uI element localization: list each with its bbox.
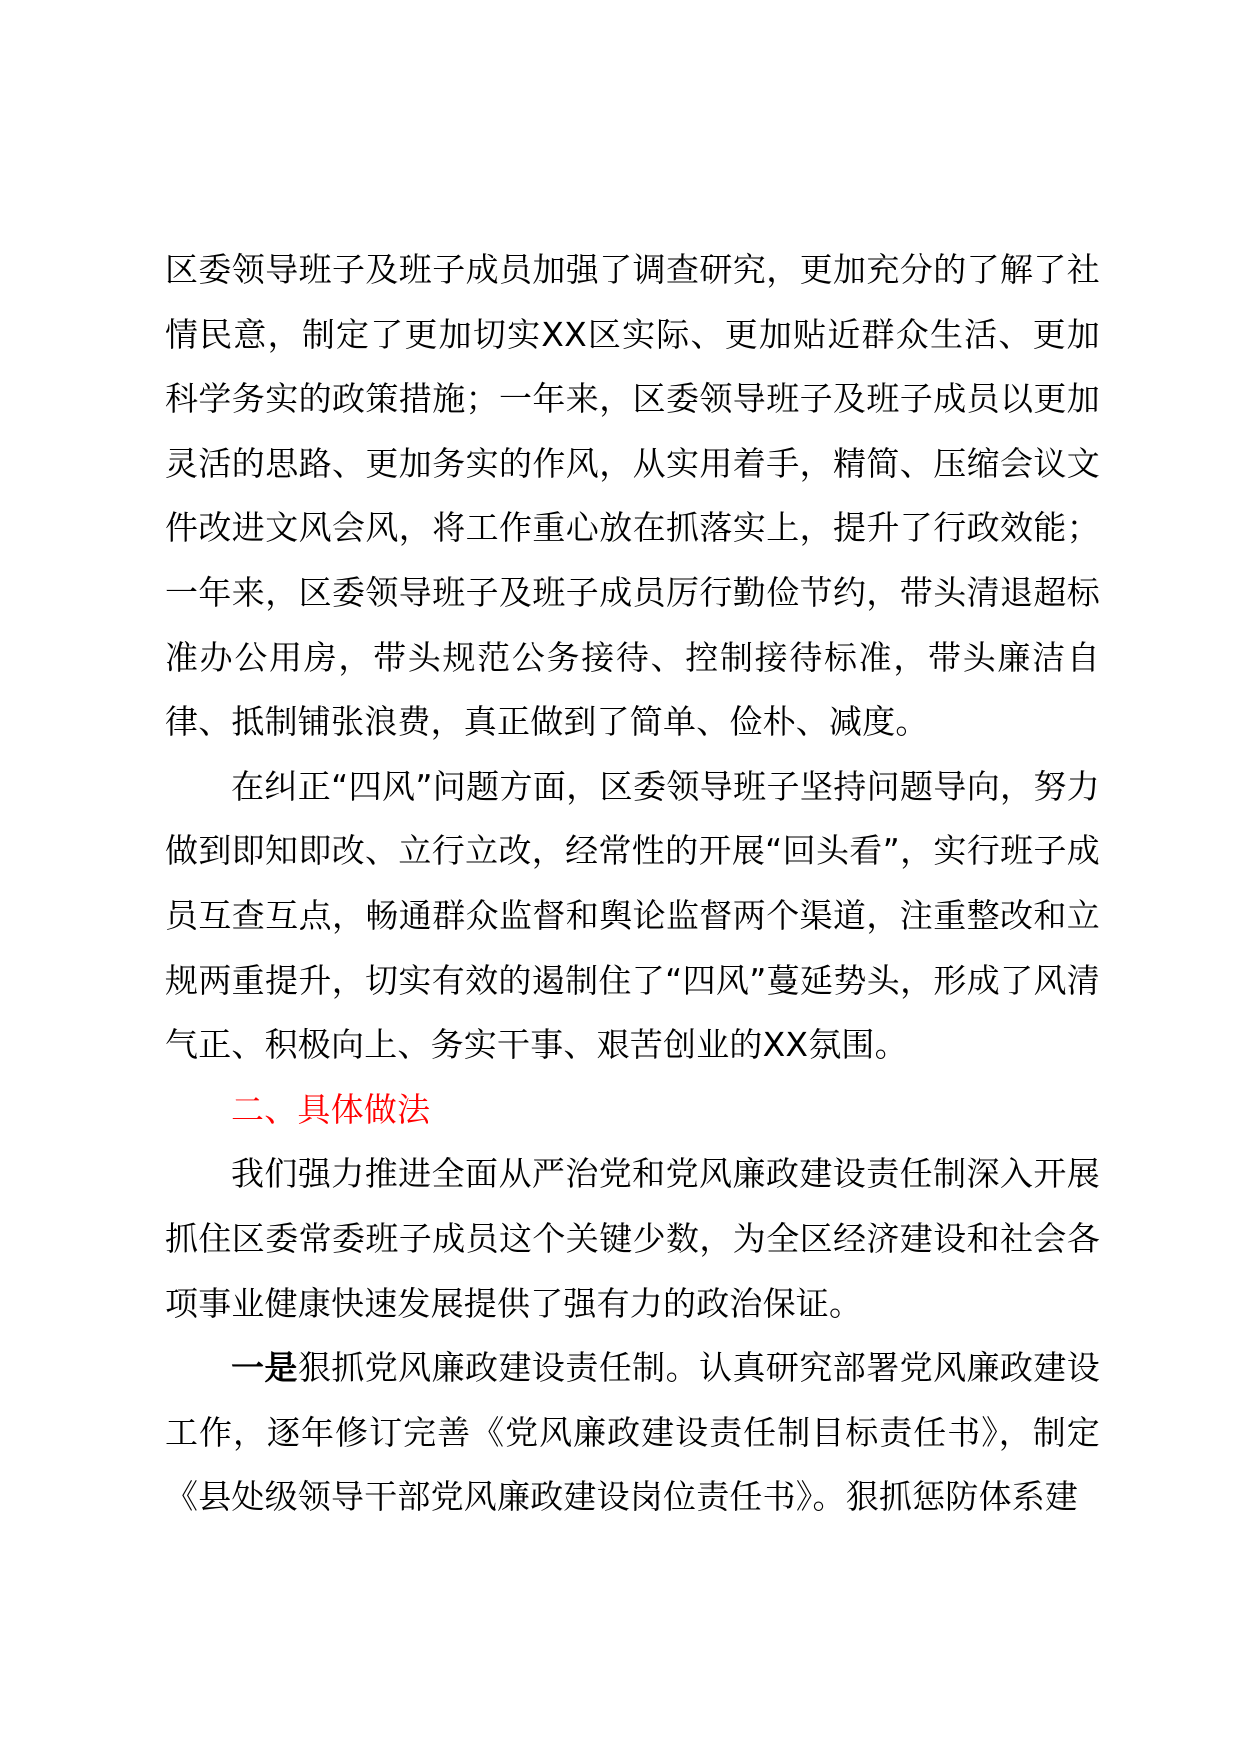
paragraph-intro: 我们强力推进全面从严治党和党风廉政建设责任制深入开展抓住区委常委班子成员这个关键少数，为全区经济建设和社会各项事业健康快速发展提供了强有力的政治保证。 <box>165 1154 1100 1323</box>
paragraph-point-one <box>165 1336 1100 1530</box>
paragraph-continuation: 区委领导班子及班子成员加强了调查研究，更加充分的了解了社情民意，制定了更加切实XX区实际、更加贴近群众生活、更加科学务实的政策措施；一年来，区委领导班子及班子成员以更加灵活的思路、更加务实的作风，从实用着手，精简、压缩会议文件改进文风会风，将工作重心放在抓落实上，提升了行政效能；一年来，区委领导班子及班子成员厉行勤俭节约，带头清退超标准办公用房，带头规范公务接待、控制接待标准，带头廉洁自律、抵制铺张浪费，真正做到了简单、俭朴、减度。 <box>165 250 1100 742</box>
document-body <box>165 238 1100 1530</box>
paragraph-four-winds: 在纠正“四风”问题方面，区委领导班子坚持问题导向，努力做到即知即改、立行立改，经常性的开展“回头看”，实行班子成员互查互点，畅通群众监督和舆论监督两个渠道，注重整改和立规两重提升，切实有效的遏制住了“四风”蔓延势头，形成了风清气正、积极向上、务实干事、艰苦创业的XX氛围。 <box>165 766 1100 1065</box>
section-heading: 二、具体做法 <box>231 1089 431 1129</box>
point-one-text: 狠抓党风廉政建设责任制。认真研究部署党风廉政建设工作，逐年修订完善《党风廉政建设责任制目标责任书》，制定《县处级领导干部党风廉政建设岗位责任书》。狠抓惩防体系建 <box>165 1348 1100 1517</box>
point-one-lead: 一是 <box>231 1348 298 1388</box>
